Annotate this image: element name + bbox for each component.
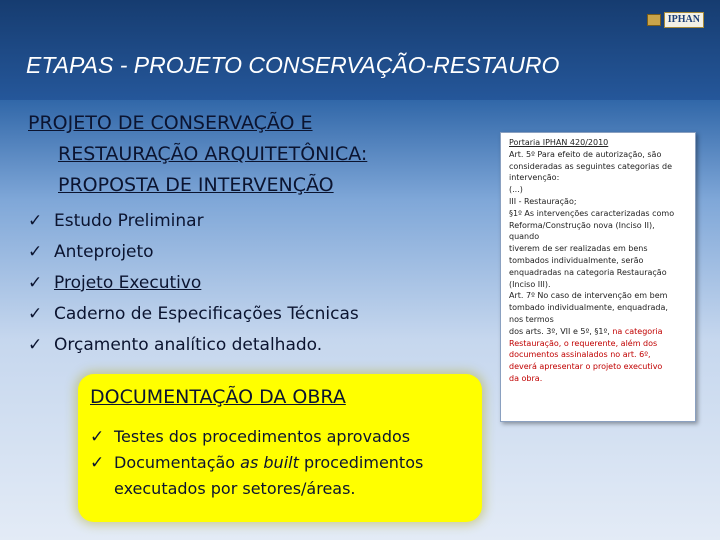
documentation-title: DOCUMENTAÇÃO DA OBRA xyxy=(90,386,346,408)
list-item-label: Testes dos procedimentos aprovados xyxy=(114,427,411,446)
note-line-highlight: documentos assinalados no art. 6º, xyxy=(509,350,651,360)
list-item-label: Projeto Executivo xyxy=(54,272,202,293)
list-item xyxy=(28,298,359,329)
section-title-line-2: RESTAURAÇÃO ARQUITETÔNICA: xyxy=(58,143,368,165)
list-item xyxy=(28,329,359,360)
note-line-highlight: Restauração, o requerente, além dos xyxy=(509,338,658,348)
note-line: tiverem de ser realizadas em bens xyxy=(509,244,648,254)
checkmark-icon: ✓ xyxy=(28,272,43,293)
note-line: intervenção: xyxy=(509,173,560,183)
checkmark-icon: ✓ xyxy=(28,210,43,231)
list-item-label: Documentação as built procedimentos executados por setores/áreas. xyxy=(114,453,424,498)
note-heading: Portaria IPHAN 420/2010 xyxy=(509,138,609,147)
note-line: tombado individualmente, enquadrada, xyxy=(509,303,668,313)
note-line-highlight: deverá apresentar o projeto executivo xyxy=(509,362,663,372)
note-line: nos termos xyxy=(509,314,554,324)
note-line: Reforma/Construção nova (Inciso II), xyxy=(509,220,655,230)
checkmark-icon: ✓ xyxy=(90,453,105,473)
checkmark-icon: ✓ xyxy=(90,427,105,447)
list-item xyxy=(28,267,359,298)
stages-list xyxy=(28,205,359,360)
list-item xyxy=(28,236,359,267)
note-line: §1º As intervenções caracterizadas como xyxy=(509,208,675,218)
checkmark-icon: ✓ xyxy=(28,303,43,324)
section-title-line-1: PROJETO DE CONSERVAÇÃO E xyxy=(28,112,313,134)
note-line: enquadradas na categoria Restauração xyxy=(509,267,667,277)
building-icon xyxy=(647,14,661,26)
note-line: tombados individualmente, serão xyxy=(509,255,644,265)
iphan-logo xyxy=(647,12,704,28)
note-line: III - Restauração; xyxy=(509,196,577,206)
section-title-line-3: PROPOSTA DE INTERVENÇÃO xyxy=(58,174,334,196)
list-item-label: Caderno de Especificações Técnicas xyxy=(54,303,359,324)
list-item xyxy=(28,205,359,236)
list-item xyxy=(90,450,423,502)
page-title: ETAPAS - PROJETO CONSERVAÇÃO-RESTAURO xyxy=(26,52,560,78)
checkmark-icon: ✓ xyxy=(28,334,43,355)
note-line: quando xyxy=(509,232,540,242)
logo-text: IPHAN xyxy=(664,12,704,28)
list-item-label: Estudo Preliminar xyxy=(54,210,204,231)
note-line: (...) xyxy=(509,185,523,195)
documentation-box xyxy=(78,374,482,522)
note-line: Art. 5º Para efeito de autorização, são xyxy=(509,149,662,159)
checkmark-icon: ✓ xyxy=(28,241,43,262)
list-item xyxy=(90,424,423,450)
documentation-list xyxy=(90,424,423,502)
header-band xyxy=(0,0,720,100)
list-item-label: Anteprojeto xyxy=(54,241,154,262)
legal-note-box xyxy=(500,132,696,422)
note-line: Art. 7º No caso de intervenção em bem xyxy=(509,291,668,301)
note-line: dos arts. 3º, VII e 5º, §1º, na categoria xyxy=(509,326,663,336)
note-line: consideradas as seguintes categorias de xyxy=(509,161,673,171)
note-line: (Inciso III). xyxy=(509,279,551,289)
section-title xyxy=(28,108,468,201)
note-line-highlight: da obra. xyxy=(509,373,543,383)
list-item-label: Orçamento analítico detalhado. xyxy=(54,334,323,355)
